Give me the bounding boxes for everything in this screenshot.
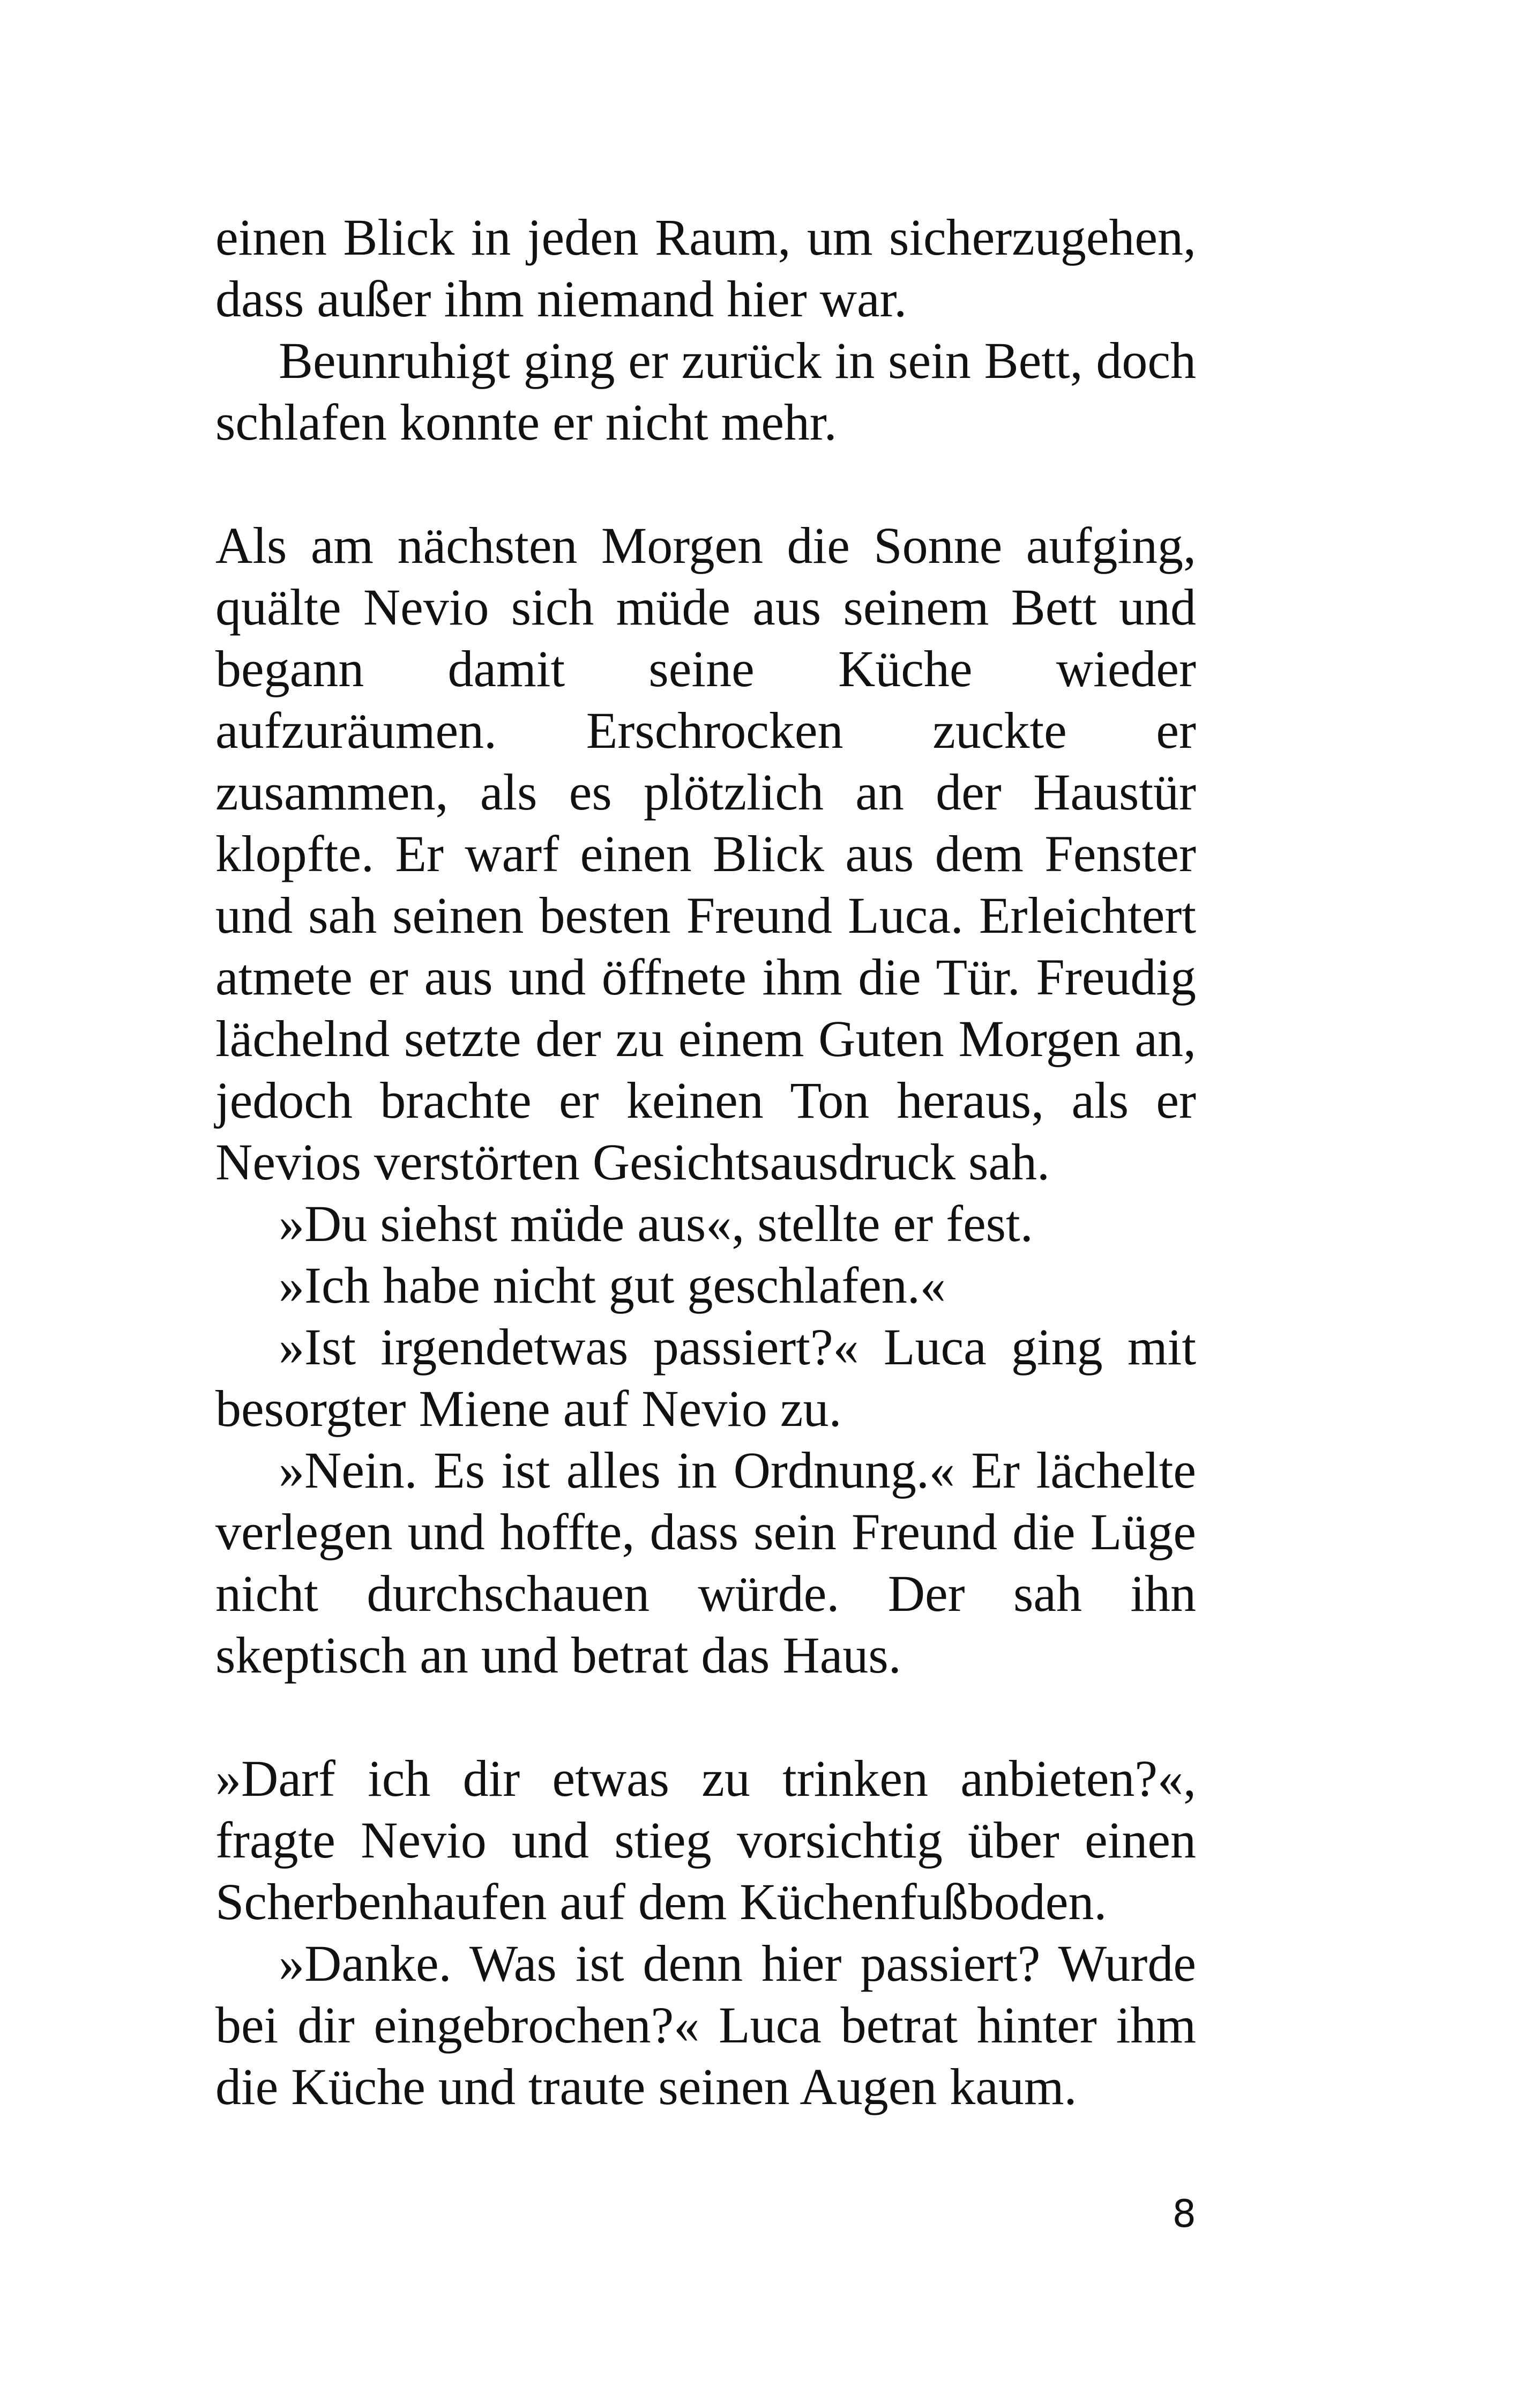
- paragraph-7: »Nein. Es ist alles in Ordnung.« Er lächelte verlegen und hoffte, dass sein Freund die Lüge nicht durchschauen würde. Der sah ihn skeptisch an und betrat das Haus.: [215, 1441, 1196, 1684]
- paragraph-1: einen Blick in jeden Raum, um sicherzugehen, dass außer ihm niemand hier war.: [215, 209, 1196, 328]
- paragraph-4: »Du siehst müde aus«, stellte er fest.: [279, 1195, 1033, 1252]
- paragraph-8: »Darf ich dir etwas zu trinken anbieten?«, fragte Nevio und stieg vorsichtig über einen Scherbenhaufen auf dem Küchenfußboden.: [215, 1750, 1196, 1930]
- paragraph-3: Als am nächsten Morgen die Sonne aufging, quälte Nevio sich müde aus seinem Bett und begann damit seine Küche wieder aufzuräumen. Erschrocken zuckte er zusammen, als es plötzlich an der Haustür klopfte. Er warf einen Blick aus dem Fenster und sah seinen besten Freund Luca. Erleichtert atmete er aus und öffnete ihm die Tür. Freudig lächelnd setzte der zu einem Guten Morgen an, jedoch brachte er keinen Ton heraus, als er Nevios verstörten Gesichtsausdruck sah.: [215, 517, 1196, 1191]
- body-text: [215, 206, 1196, 2117]
- page-number: 8: [1172, 2192, 1196, 2236]
- paragraph-2: Beunruhigt ging er zurück in sein Bett, doch schlafen konnte er nicht mehr.: [215, 332, 1196, 451]
- paragraph-6: »Ist irgendetwas passiert?« Luca ging mit besorgter Miene auf Nevio zu.: [215, 1318, 1196, 1437]
- paragraph-5: »Ich habe nicht gut geschlafen.«: [279, 1257, 946, 1314]
- paragraph-9: »Danke. Was ist denn hier passiert? Wurde bei dir eingebrochen?« Luca betrat hinter ihm die Küche und traute seinen Augen kaum.: [215, 1935, 1196, 2115]
